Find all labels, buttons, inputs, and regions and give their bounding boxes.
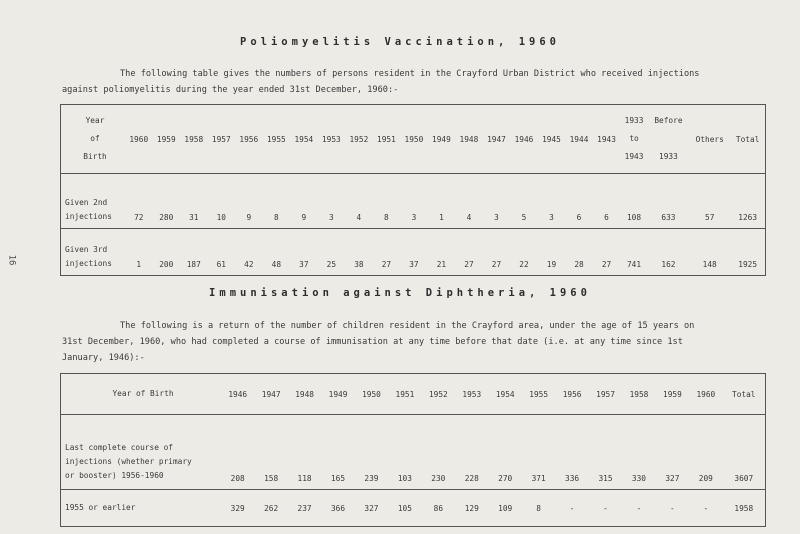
cell: 25 [326, 260, 337, 269]
year-header: 1946 [221, 374, 254, 415]
diphtheria-intro-line3: January, 1946):- [62, 353, 145, 363]
cell: 109 [498, 503, 513, 513]
diphtheria-intro-line2: 31st December, 1960, who had completed a course of immunisation at any time before that date (i.e. at any time since 1st [62, 337, 683, 347]
year-header: 1960 [125, 105, 153, 174]
cell: 129 [464, 503, 479, 513]
cell: 6 [565, 174, 593, 229]
total-cell: 3607 [723, 415, 766, 490]
cell: 230 [422, 415, 455, 490]
year-header: 1954 [489, 374, 522, 415]
cell: 4 [345, 174, 373, 229]
year-header: 1959 [656, 374, 689, 415]
cell: 10 [208, 174, 236, 229]
cell: 3 [483, 174, 511, 229]
cell: - [603, 503, 608, 513]
cell: 633 [648, 174, 689, 229]
year-header: 1954 [290, 105, 318, 174]
year-header: 1943 [593, 105, 621, 174]
total-header: Total [723, 374, 766, 415]
cell: 8 [373, 174, 401, 229]
cell: 5 [510, 174, 538, 229]
diphtheria-table [60, 373, 766, 527]
year-header: 1951 [388, 374, 421, 415]
cell: 237 [297, 503, 312, 513]
table-row [61, 174, 766, 229]
cell: 371 [522, 415, 555, 490]
year-header: 1959 [153, 105, 181, 174]
year-header: 1947 [483, 105, 511, 174]
polio-intro [62, 66, 774, 98]
diphtheria-intro-line1: The following is a return of the number of children resident in the Crayford area, under the age of 15 years on [120, 321, 695, 331]
year-header: 1956 [235, 105, 263, 174]
year-of-birth-header: Year of Birth [61, 374, 222, 415]
year-of-birth-header: Year of Birth [61, 105, 126, 174]
page-number: 16 [6, 254, 17, 266]
cell: 28 [574, 260, 584, 269]
year-header: 1948 [288, 374, 321, 415]
year-header: 1956 [555, 374, 588, 415]
cell: 8 [536, 503, 541, 513]
cell: 209 [689, 415, 722, 490]
cell: 42 [244, 260, 254, 269]
cell: 165 [321, 415, 354, 490]
others-header: Others [689, 105, 730, 174]
cell: 200 [159, 260, 174, 269]
cell: 118 [288, 415, 321, 490]
cell: 8 [263, 174, 291, 229]
year-header: 1952 [422, 374, 455, 415]
year-header: 1953 [455, 374, 488, 415]
cell: 6 [593, 174, 621, 229]
cell: 3 [318, 174, 346, 229]
year-header: 1955 [263, 105, 291, 174]
cell: 239 [355, 415, 388, 490]
diphtheria-header-row [61, 374, 766, 415]
cell: 9 [290, 174, 318, 229]
total-cell: 1958 [734, 503, 754, 513]
year-header: 1949 [321, 374, 354, 415]
table-row [61, 415, 766, 490]
cell: 105 [397, 503, 412, 513]
cell: 4 [455, 174, 483, 229]
polio-intro-line2: against poliomyelitis during the year ended 31st December, 1960:- [62, 85, 399, 95]
cell: 262 [264, 503, 279, 513]
total-cell: 1925 [738, 260, 758, 269]
polio-intro-line1: The following table gives the numbers of persons resident in the Crayford Urban District who received injections [120, 69, 700, 79]
year-header: 1952 [345, 105, 373, 174]
cell: 72 [125, 174, 153, 229]
cell: 270 [489, 415, 522, 490]
year-header: 1950 [355, 374, 388, 415]
cell: 31 [180, 174, 208, 229]
cell: 61 [216, 260, 226, 269]
cell: - [636, 503, 642, 513]
cell: - [703, 503, 709, 513]
row-label: Given 2nd injections [61, 174, 126, 229]
year-header: 1958 [622, 374, 655, 415]
cell: 741 [626, 260, 642, 269]
cell: 21 [436, 260, 447, 269]
cell: 208 [221, 415, 254, 490]
range-1933-1943-header: 1933 to 1943 [620, 105, 648, 174]
cell: 158 [254, 415, 287, 490]
table-row [61, 490, 766, 527]
year-header: 1958 [180, 105, 208, 174]
cell: 103 [388, 415, 421, 490]
cell: - [569, 503, 575, 513]
cell: 162 [661, 260, 676, 269]
cell: - [670, 503, 675, 513]
cell: 27 [491, 260, 502, 269]
cell: 57 [689, 174, 730, 229]
cell: 22 [519, 260, 529, 269]
year-header: 1949 [428, 105, 456, 174]
cell: 37 [299, 260, 309, 269]
cell: 1 [428, 174, 456, 229]
cell: 329 [230, 503, 245, 513]
cell: 327 [656, 415, 689, 490]
cell: 48 [271, 260, 282, 269]
cell: 187 [186, 260, 201, 269]
cell: 3 [538, 174, 566, 229]
cell: 37 [409, 260, 419, 269]
cell: 315 [589, 415, 622, 490]
year-header: 1953 [318, 105, 346, 174]
year-header: 1960 [689, 374, 722, 415]
diphtheria-intro [62, 318, 774, 366]
year-header: 1945 [538, 105, 566, 174]
diphtheria-title: Immunisation against Diphtheria, 1960 [209, 287, 591, 299]
cell: 9 [235, 174, 263, 229]
year-header: 1946 [510, 105, 538, 174]
cell: 108 [620, 174, 648, 229]
table-row [61, 229, 766, 276]
year-header: 1948 [455, 105, 483, 174]
cell: 19 [546, 260, 557, 269]
polio-header-row [61, 105, 766, 174]
total-header: Total [730, 105, 765, 174]
cell: 327 [364, 503, 379, 513]
cell: 228 [455, 415, 488, 490]
cell: 366 [330, 503, 346, 513]
row-label: Given 3rd injections [65, 245, 112, 268]
cell: 280 [153, 174, 181, 229]
year-header: 1951 [373, 105, 401, 174]
cell: 27 [381, 260, 392, 269]
year-header: 1957 [589, 374, 622, 415]
cell: 1 [136, 260, 142, 269]
cell: 330 [622, 415, 655, 490]
polio-title: Poliomyelitis Vaccination, 1960 [240, 36, 560, 48]
cell: 86 [433, 503, 444, 513]
year-header: 1947 [254, 374, 287, 415]
cell: 148 [702, 260, 717, 269]
row-label: 1955 or earlier [65, 503, 136, 512]
total-cell: 1263 [730, 174, 765, 229]
cell: 27 [464, 260, 474, 269]
cell: 3 [400, 174, 428, 229]
before-1933-header: Before 1933 [648, 105, 689, 174]
polio-table [60, 104, 766, 276]
year-header: 1950 [400, 105, 428, 174]
cell: 27 [601, 260, 612, 269]
year-header: 1957 [208, 105, 236, 174]
year-header: 1944 [565, 105, 593, 174]
cell: 38 [354, 260, 364, 269]
row-label: Last complete course of injections (whether primary or booster) 1956-1960 [61, 415, 222, 490]
year-header: 1955 [522, 374, 555, 415]
cell: 336 [555, 415, 588, 490]
